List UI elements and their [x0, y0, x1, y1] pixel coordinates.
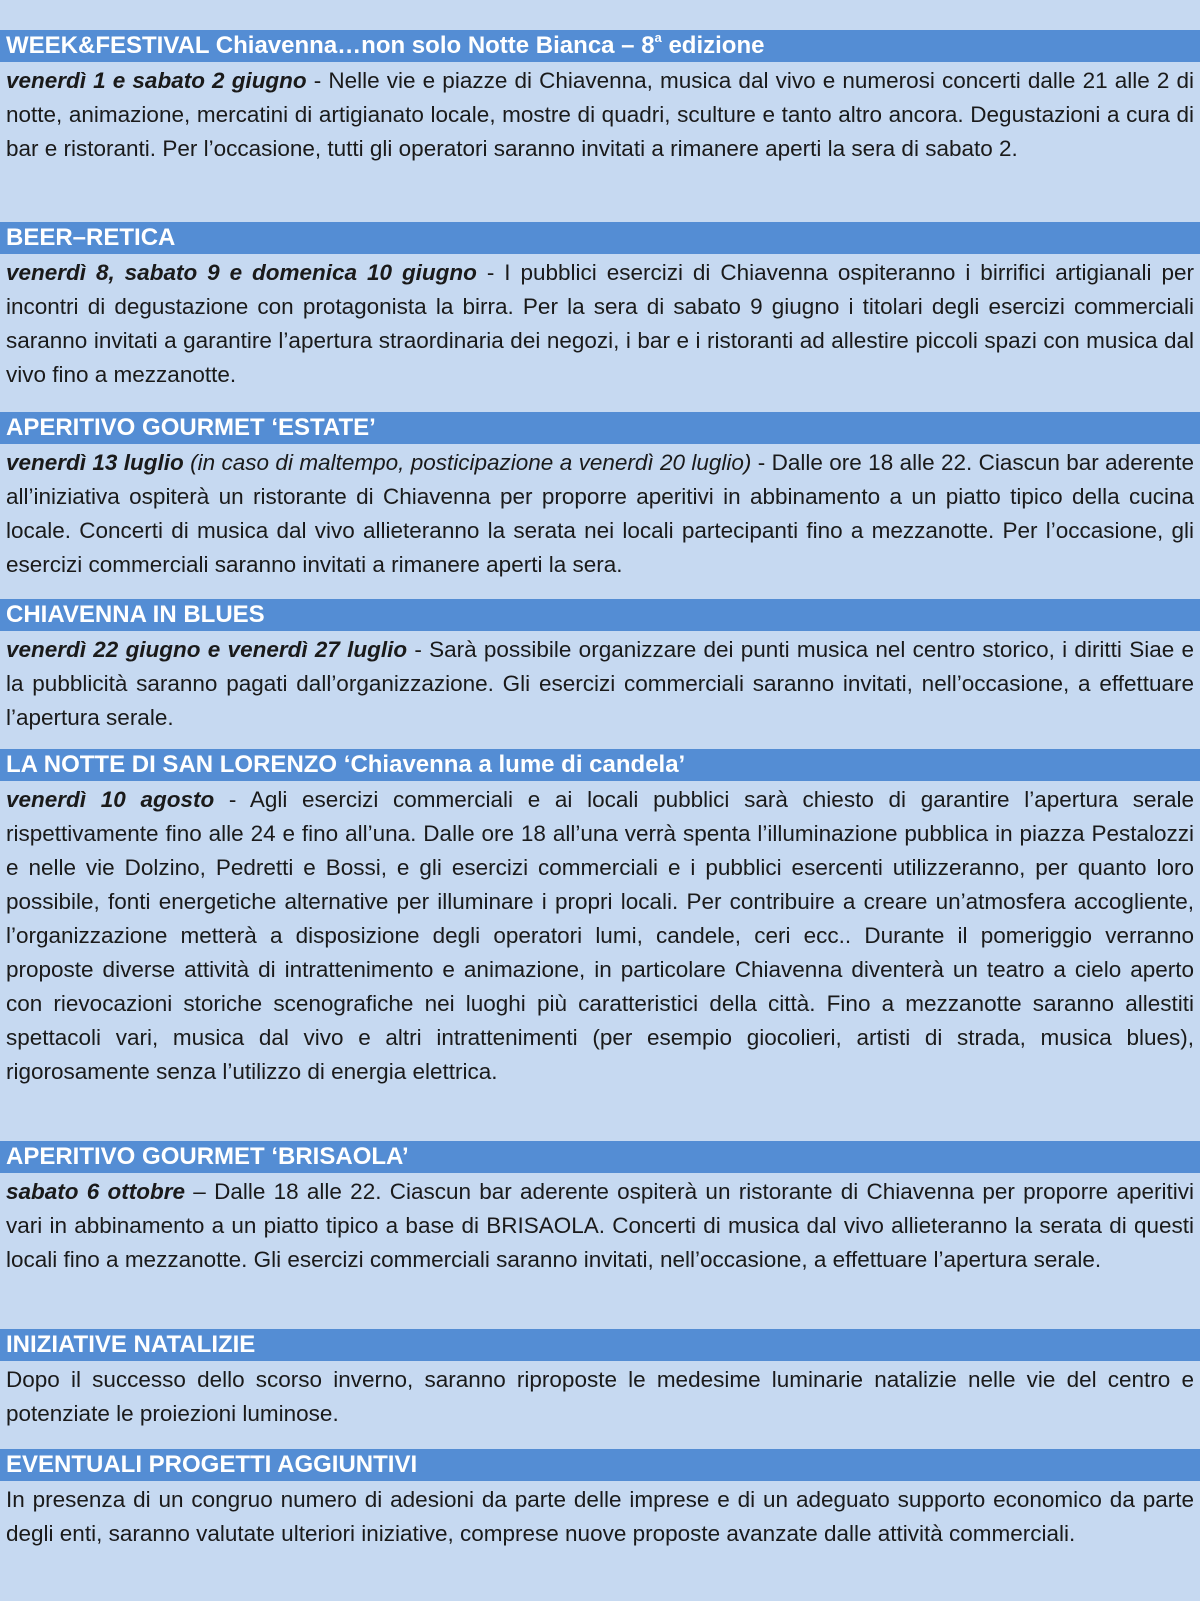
section-title: LA NOTTE DI SAN LORENZO ‘Chiavenna a lume di candela’ [0, 749, 1200, 781]
section-body [0, 631, 1200, 749]
section-chiavenna-in-blues [0, 599, 1200, 749]
event-description: – Dalle 18 alle 22. Ciascun bar aderente ospiterà un ristorante di Chiavenna per proporre aperitivi vari in abbinamento a un piatto tipico a base di BRISAOLA. Concerti di musica dal vivo allieteranno la serata di questi locali fino a mezzanotte. Gli esercizi commerciali saranno invitati, nell’occasione, a effettuare l’apertura serale. [6, 1179, 1194, 1272]
section-notte-san-lorenzo [0, 749, 1200, 1141]
event-description: - Agli esercizi commerciali e ai locali pubblici sarà chiesto di garantire l’apertura serale rispettivamente fino alle 24 e fino all’una. Dalle ore 18 all’una verrà spenta l’illuminazione pubblica in piazza Pestalozzi e nelle vie Dolzino, Pedretti e Bossi, e gli esercizi commerciali e i pubblici esercenti utilizzeranno, per quanto loro possibile, fonti energetiche alternative per illuminare i propri locali. Per contribuire a creare un’atmosfera accogliente, l’organizzazione metterà a disposizione degli operatori lumi, candele, ceri ecc.. Durante il pomeriggio verranno proposte diverse attività di intrattenimento e animazione, in particolare Chiavenna diventerà un teatro a cielo aperto con rievocazioni storiche scenografiche nei luoghi più caratteristici della città. Fino a mezzanotte saranno allestiti spettacoli vari, musica dal vivo e altri intrattenimenti (per esempio giocolieri, artisti di strada, musica blues), rigorosamente senza l’utilizzo di energia elettrica. [6, 787, 1194, 1084]
section-progetti-aggiuntivi [0, 1449, 1200, 1601]
section-title-suffix: edizione [661, 32, 765, 59]
section-aperitivo-brisaola [0, 1141, 1200, 1329]
section-body [0, 62, 1200, 222]
event-description: - Sarà possibile organizzare dei punti musica nel centro storico, i diritti Siae e la pubblicità saranno pagati dall’organizzazione. Gli esercizi commerciali saranno invitati, nell’occasione, a effettuare l’apertura serale. [6, 637, 1194, 730]
event-description: Dopo il successo dello scorso inverno, saranno riproposte le medesime luminarie natalizie nelle vie del centro e potenziate le proiezioni luminose. [6, 1367, 1194, 1426]
event-date: venerdì 10 agosto [6, 787, 215, 812]
section-title [0, 30, 1200, 62]
event-date: venerdì 22 giugno e venerdì 27 luglio [6, 637, 408, 662]
event-description: - Nelle vie e piazze di Chiavenna, musica dal vivo e numerosi concerti dalle 21 alle 2 di notte, animazione, mercatini di artigianato locale, mostre di quadri, sculture e tanto altro ancora. Degustazioni a cura di bar e ristoranti. Per l’occasione, tutti gli operatori saranno invitati a rimanere aperti la sera di sabato 2. [6, 68, 1194, 161]
event-date: venerdì 8, sabato 9 e domenica 10 giugno [6, 260, 477, 285]
event-description: - I pubblici esercizi di Chiavenna ospiteranno i birrifici artigianali per incontri di degustazione con protagonista la birra. Per la sera di sabato 9 giugno i titolari degli esercizi commerciali saranno invitati a garantire l’apertura straordinaria dei negozi, i bar e i ristoranti ad allestire piccoli spazi con musica dal vivo fino a mezzanotte. [6, 260, 1194, 387]
section-title: CHIAVENNA IN BLUES [0, 599, 1200, 631]
section-iniziative-natalizie [0, 1329, 1200, 1449]
section-body [0, 444, 1200, 599]
section-title: APERITIVO GOURMET ‘BRISAOLA’ [0, 1141, 1200, 1173]
event-date: sabato 6 ottobre [6, 1179, 186, 1204]
event-description: In presenza di un congruo numero di adesioni da parte delle imprese e di un adeguato supporto economico da parte degli enti, saranno valutate ulteriori iniziative, comprese nuove proposte avanzate dalle attività commerciali. [6, 1487, 1194, 1546]
section-title: EVENTUALI PROGETTI AGGIUNTIVI [0, 1449, 1200, 1481]
section-title: APERITIVO GOURMET ‘ESTATE’ [0, 412, 1200, 444]
section-body [0, 254, 1200, 412]
section-body [0, 1361, 1200, 1449]
section-title: INIZIATIVE NATALIZIE [0, 1329, 1200, 1361]
event-description: - Dalle ore 18 alle 22. Ciascun bar aderente all’iniziativa ospiterà un ristorante di Chiavenna per proporre aperitivi in abbinamento a un piatto tipico della cucina locale. Concerti di musica dal vivo allieteranno la serata nei locali partecipanti fino a mezzanotte. Per l’occasione, gli esercizi commerciali saranno invitati a rimanere aperti la sera. [6, 450, 1194, 577]
ordinal-superscript: a [654, 30, 662, 45]
section-title-text: WEEK&FESTIVAL Chiavenna…non solo Notte Bianca – 8 [6, 32, 655, 59]
section-body [0, 1173, 1200, 1329]
section-body [0, 1481, 1200, 1601]
event-note: (in caso di maltempo, posticipazione a venerdì 20 luglio) [183, 450, 752, 475]
section-aperitivo-estate [0, 412, 1200, 599]
event-date: venerdì 1 e sabato 2 giugno [6, 68, 307, 93]
section-title: BEER–RETICA [0, 222, 1200, 254]
section-beer-retica [0, 222, 1200, 412]
section-week-festival [0, 30, 1200, 222]
event-date: venerdì 13 luglio [6, 450, 184, 475]
section-body [0, 781, 1200, 1141]
